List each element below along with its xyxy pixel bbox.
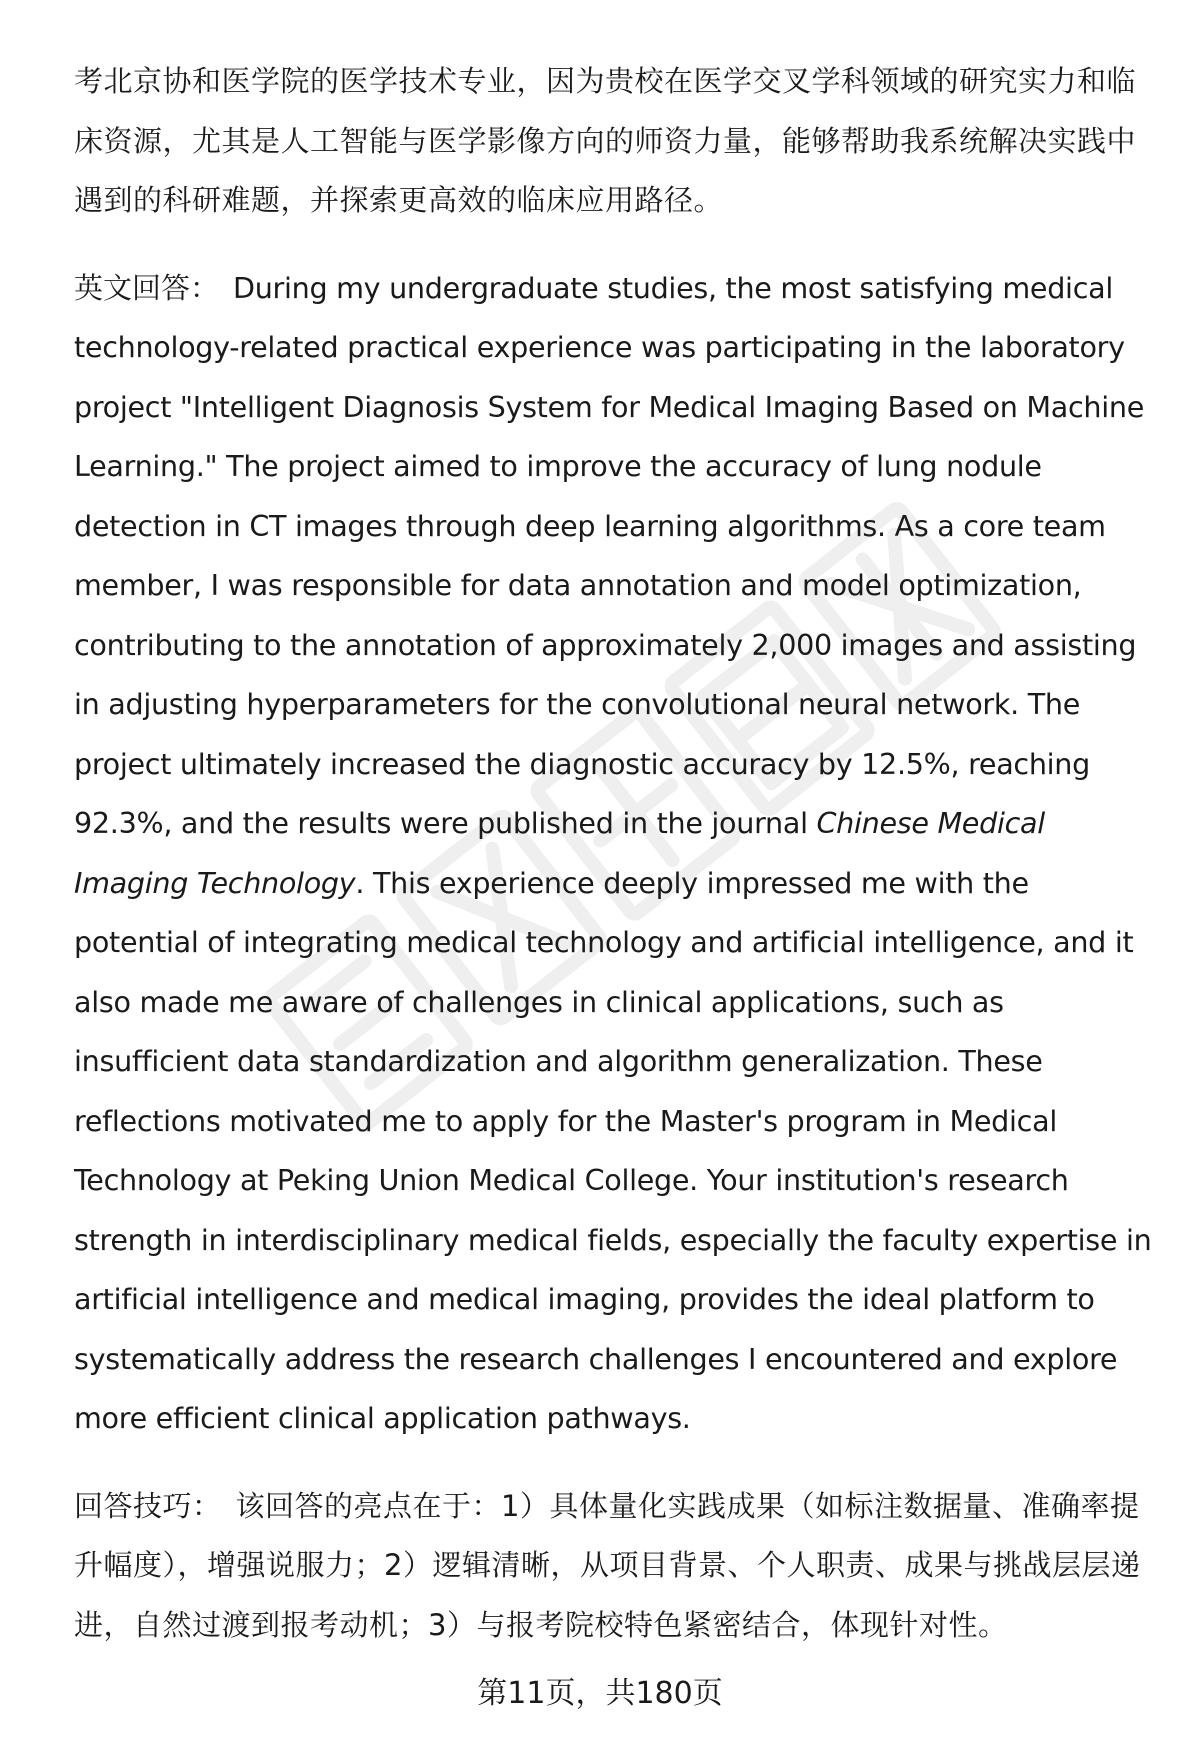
top-paragraph: 考北京协和医学院的医学技术专业，因为贵校在医学交叉学科领域的研究实力和临床资源，尤其是人工智能与医学影像方向的师资力量，能够帮助我系统解决实践中遇到的科研难题，并探索更高效的临床应用路径。	[74, 64, 1137, 217]
english-answer-text-part1: During my undergraduate studies, the most satisfying medical technology-related practical experience was participating in the laboratory project "Intelligent Diagnosis System for Medical Imaging Based on Machine Learning." The project aimed to improve the accuracy of lung nodule detection in CT images through deep learning algorithms. As a core team member, I was responsible for data annotation and model optimization, contributing to the annotation of approximately 2,000 images and assisting in adjusting hyperparameters for the convolutional neural network. The project ultimately increased the diagnostic accuracy by 12.5%, reaching 92.3%, and the results were published in the journal	[74, 270, 1145, 840]
answer-tips-label: 回答技巧：	[74, 1488, 222, 1523]
english-answer-label: 英文回答：	[74, 270, 220, 305]
answer-tips-paragraph	[74, 1477, 1154, 1656]
journal-title: Chinese Medical Imaging Technology	[74, 806, 1045, 900]
english-answer-paragraph	[74, 259, 1154, 1449]
main-content	[74, 52, 1154, 1655]
answer-tips-text: 该回答的亮点在于：1）具体量化实践成果（如标注数据量、准确率提升幅度），增强说服力；2）逻辑清晰，从项目背景、个人职责、成果与挑战层层递进，自然过渡到报考动机；3）与报考院校特色紧密结合，体现针对性。	[74, 1488, 1141, 1642]
english-answer-text-part2: . This experience deeply impressed me with the potential of integrating medical technology and artificial intelligence, and it also made me aware of challenges in clinical applications, such as insufficient data standardization and algorithm generalization. These reflections motivated me to apply for the Master's program in Medical Technology at Peking Union Medical College. Your institution's research strength in interdisciplinary medical fields, especially the faculty expertise in artificial intelligence and medical imaging, provides the ideal platform to systematically address the research challenges I encountered and explore more efficient clinical application pathways.	[74, 865, 1152, 1435]
page-number-footer: 第11页，共180页	[477, 1676, 723, 1711]
